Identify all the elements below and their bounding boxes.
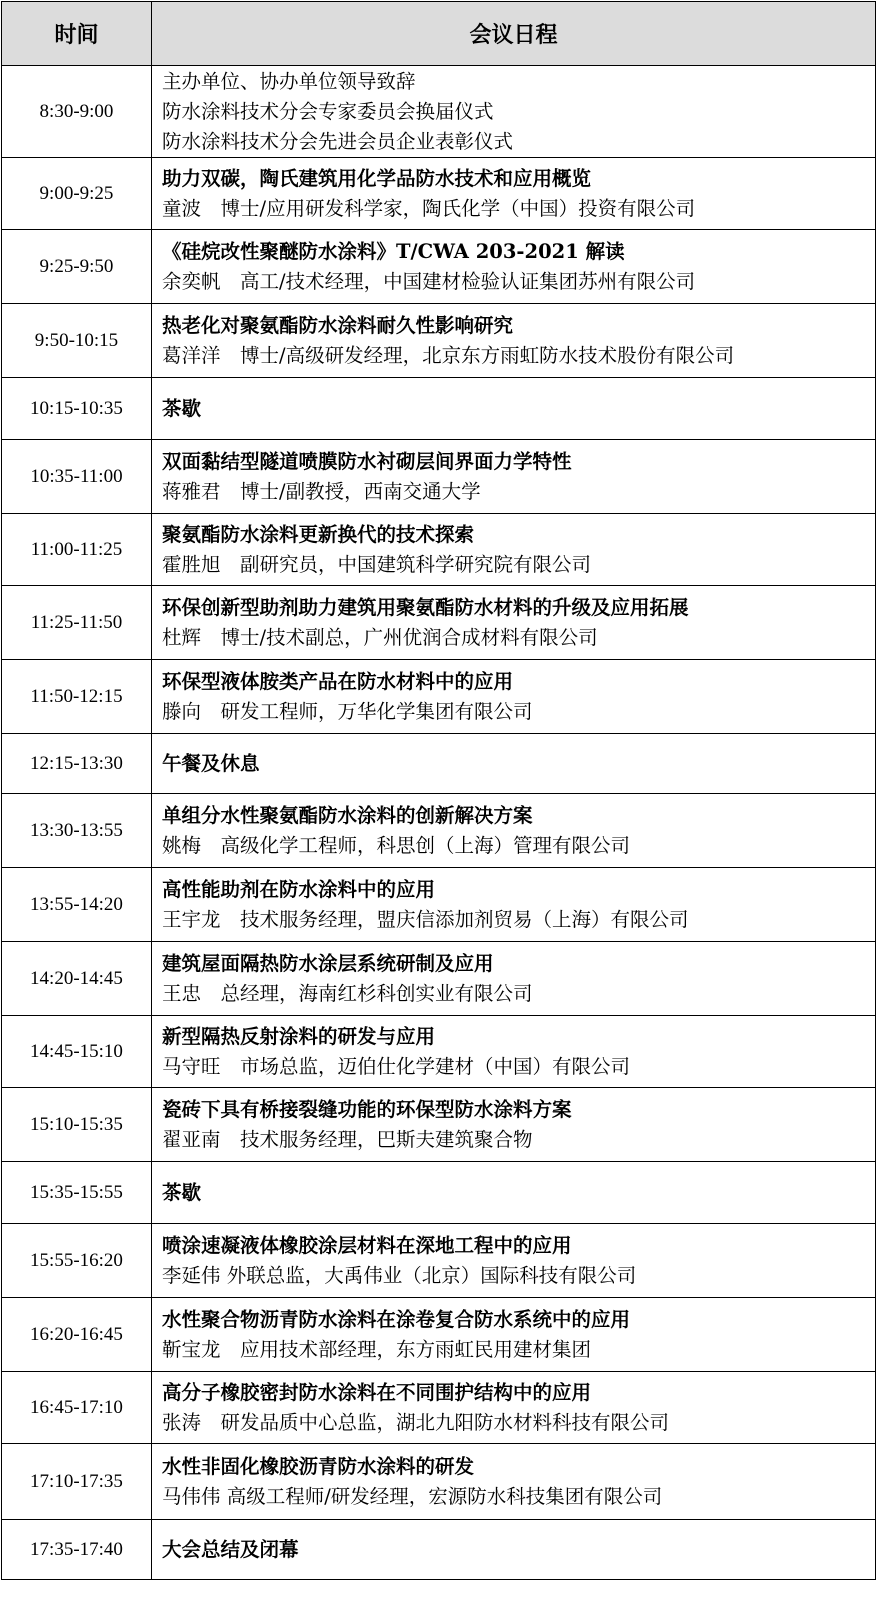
agenda-cell — [152, 66, 876, 158]
speaker-info: 姚梅 高级化学工程师，科思创（上海）管理有限公司 — [162, 833, 631, 857]
table-row — [2, 868, 876, 942]
agenda-cell — [152, 304, 876, 378]
time-cell: 15:35-15:55 — [2, 1162, 152, 1224]
time-cell: 10:35-11:00 — [2, 440, 152, 514]
header-agenda: 会议日程 — [152, 2, 876, 66]
agenda-cell — [152, 1298, 876, 1372]
header-row — [2, 2, 876, 66]
speaker-info: 靳宝龙 应用技术部经理，东方雨虹民用建材集团 — [162, 1337, 592, 1361]
table-row — [2, 1016, 876, 1088]
agenda-cell — [152, 734, 876, 794]
time-cell: 13:30-13:55 — [2, 794, 152, 868]
table-row — [2, 440, 876, 514]
agenda-cell — [152, 868, 876, 942]
table-row — [2, 230, 876, 304]
time-cell: 17:35-17:40 — [2, 1520, 152, 1580]
table-row — [2, 942, 876, 1016]
closing-label: 大会总结及闭幕 — [162, 1537, 299, 1561]
speaker-info: 李延伟 外联总监，大禹伟业（北京）国际科技有限公司 — [162, 1263, 637, 1287]
time-cell: 14:20-14:45 — [2, 942, 152, 1016]
agenda-cell — [152, 1372, 876, 1444]
speaker-info: 翟亚南 技术服务经理，巴斯夫建筑聚合物 — [162, 1127, 533, 1151]
table-row — [2, 1444, 876, 1520]
time-cell: 13:55-14:20 — [2, 868, 152, 942]
agenda-line: 防水涂料技术分会先进会员企业表彰仪式 — [162, 129, 514, 153]
time-cell: 9:50-10:15 — [2, 304, 152, 378]
speaker-info: 马守旺 市场总监，迈伯仕化学建材（中国）有限公司 — [162, 1054, 631, 1078]
speaker-info: 王忠 总经理，海南红杉科创实业有限公司 — [162, 981, 533, 1005]
table-row — [2, 66, 876, 158]
agenda-cell — [152, 1162, 876, 1224]
time-cell: 8:30-9:00 — [2, 66, 152, 158]
speaker-info: 余奕帆 高工/技术经理，中国建材检验认证集团苏州有限公司 — [162, 269, 696, 293]
time-cell: 16:20-16:45 — [2, 1298, 152, 1372]
time-cell: 17:10-17:35 — [2, 1444, 152, 1520]
talk-title: 热老化对聚氨酯防水涂料耐久性影响研究 — [162, 313, 514, 337]
time-cell: 9:00-9:25 — [2, 158, 152, 230]
agenda-cell — [152, 1016, 876, 1088]
time-cell: 11:00-11:25 — [2, 514, 152, 586]
talk-title: 新型隔热反射涂料的研发与应用 — [162, 1024, 436, 1048]
table-row — [2, 1162, 876, 1224]
table-row — [2, 378, 876, 440]
break-label: 茶歇 — [162, 1180, 202, 1204]
break-label: 午餐及休息 — [162, 751, 260, 775]
table-row — [2, 1520, 876, 1580]
talk-title: 双面黏结型隧道喷膜防水衬砌层间界面力学特性 — [162, 449, 572, 473]
agenda-cell — [152, 158, 876, 230]
speaker-info: 杜辉 博士/技术副总，广州优润合成材料有限公司 — [162, 625, 598, 649]
time-cell: 10:15-10:35 — [2, 378, 152, 440]
table-row — [2, 514, 876, 586]
speaker-info: 张涛 研发品质中心总监，湖北九阳防水材料科技有限公司 — [162, 1410, 670, 1434]
time-cell: 9:25-9:50 — [2, 230, 152, 304]
talk-title: 单组分水性聚氨酯防水涂料的创新解决方案 — [162, 803, 533, 827]
break-label: 茶歇 — [162, 396, 202, 420]
talk-title: 水性聚合物沥青防水涂料在涂卷复合防水系统中的应用 — [162, 1307, 631, 1331]
table-row — [2, 734, 876, 794]
agenda-cell — [152, 942, 876, 1016]
agenda-cell — [152, 586, 876, 660]
talk-title: 水性非固化橡胶沥青防水涂料的研发 — [162, 1454, 475, 1478]
time-cell: 12:15-13:30 — [2, 734, 152, 794]
time-cell: 15:10-15:35 — [2, 1088, 152, 1162]
talk-title: 瓷砖下具有桥接裂缝功能的环保型防水涂料方案 — [162, 1097, 572, 1121]
table-row — [2, 1298, 876, 1372]
speaker-info: 蒋雅君 博士/副教授，西南交通大学 — [162, 479, 481, 503]
time-cell: 16:45-17:10 — [2, 1372, 152, 1444]
table-row — [2, 660, 876, 734]
table-row — [2, 1372, 876, 1444]
table-row — [2, 158, 876, 230]
table-row — [2, 1224, 876, 1298]
talk-title: 《硅烷改性聚醚防水涂料》T/CWA 203-2021 解读 — [162, 239, 625, 263]
talk-title: 助力双碳，陶氏建筑用化学品防水技术和应用概览 — [162, 166, 592, 190]
agenda-cell — [152, 378, 876, 440]
talk-title: 建筑屋面隔热防水涂层系统研制及应用 — [162, 951, 494, 975]
time-cell: 14:45-15:10 — [2, 1016, 152, 1088]
time-cell: 11:25-11:50 — [2, 586, 152, 660]
talk-title: 高性能助剂在防水涂料中的应用 — [162, 877, 436, 901]
talk-title: 聚氨酯防水涂料更新换代的技术探索 — [162, 522, 475, 546]
time-cell: 15:55-16:20 — [2, 1224, 152, 1298]
talk-title: 环保创新型助剂助力建筑用聚氨酯防水材料的升级及应用拓展 — [162, 595, 689, 619]
table-row — [2, 794, 876, 868]
header-time: 时间 — [2, 2, 152, 66]
speaker-info: 马伟伟 高级工程师/研发经理，宏源防水科技集团有限公司 — [162, 1484, 663, 1508]
agenda-cell — [152, 440, 876, 514]
agenda-cell — [152, 660, 876, 734]
speaker-info: 王宇龙 技术服务经理，盟庆信添加剂贸易（上海）有限公司 — [162, 907, 689, 931]
table-row — [2, 304, 876, 378]
agenda-line: 主办单位、协办单位领导致辞 — [162, 69, 416, 93]
agenda-cell — [152, 1444, 876, 1520]
agenda-cell — [152, 514, 876, 586]
speaker-info: 葛洋洋 博士/高级研发经理，北京东方雨虹防水技术股份有限公司 — [162, 343, 735, 367]
time-cell: 11:50-12:15 — [2, 660, 152, 734]
agenda-cell — [152, 230, 876, 304]
agenda-cell — [152, 794, 876, 868]
speaker-info: 滕向 研发工程师，万华化学集团有限公司 — [162, 699, 533, 723]
table-row — [2, 1088, 876, 1162]
agenda-cell — [152, 1088, 876, 1162]
speaker-info: 童波 博士/应用研发科学家，陶氏化学（中国）投资有限公司 — [162, 196, 696, 220]
agenda-table — [1, 1, 876, 1580]
agenda-cell — [152, 1520, 876, 1580]
talk-title: 环保型液体胺类产品在防水材料中的应用 — [162, 669, 514, 693]
speaker-info: 霍胜旭 副研究员，中国建筑科学研究院有限公司 — [162, 552, 592, 576]
talk-title: 喷涂速凝液体橡胶涂层材料在深地工程中的应用 — [162, 1233, 572, 1257]
table-row — [2, 586, 876, 660]
agenda-line: 防水涂料技术分会专家委员会换届仪式 — [162, 99, 494, 123]
talk-title: 高分子橡胶密封防水涂料在不同围护结构中的应用 — [162, 1380, 592, 1404]
agenda-cell — [152, 1224, 876, 1298]
